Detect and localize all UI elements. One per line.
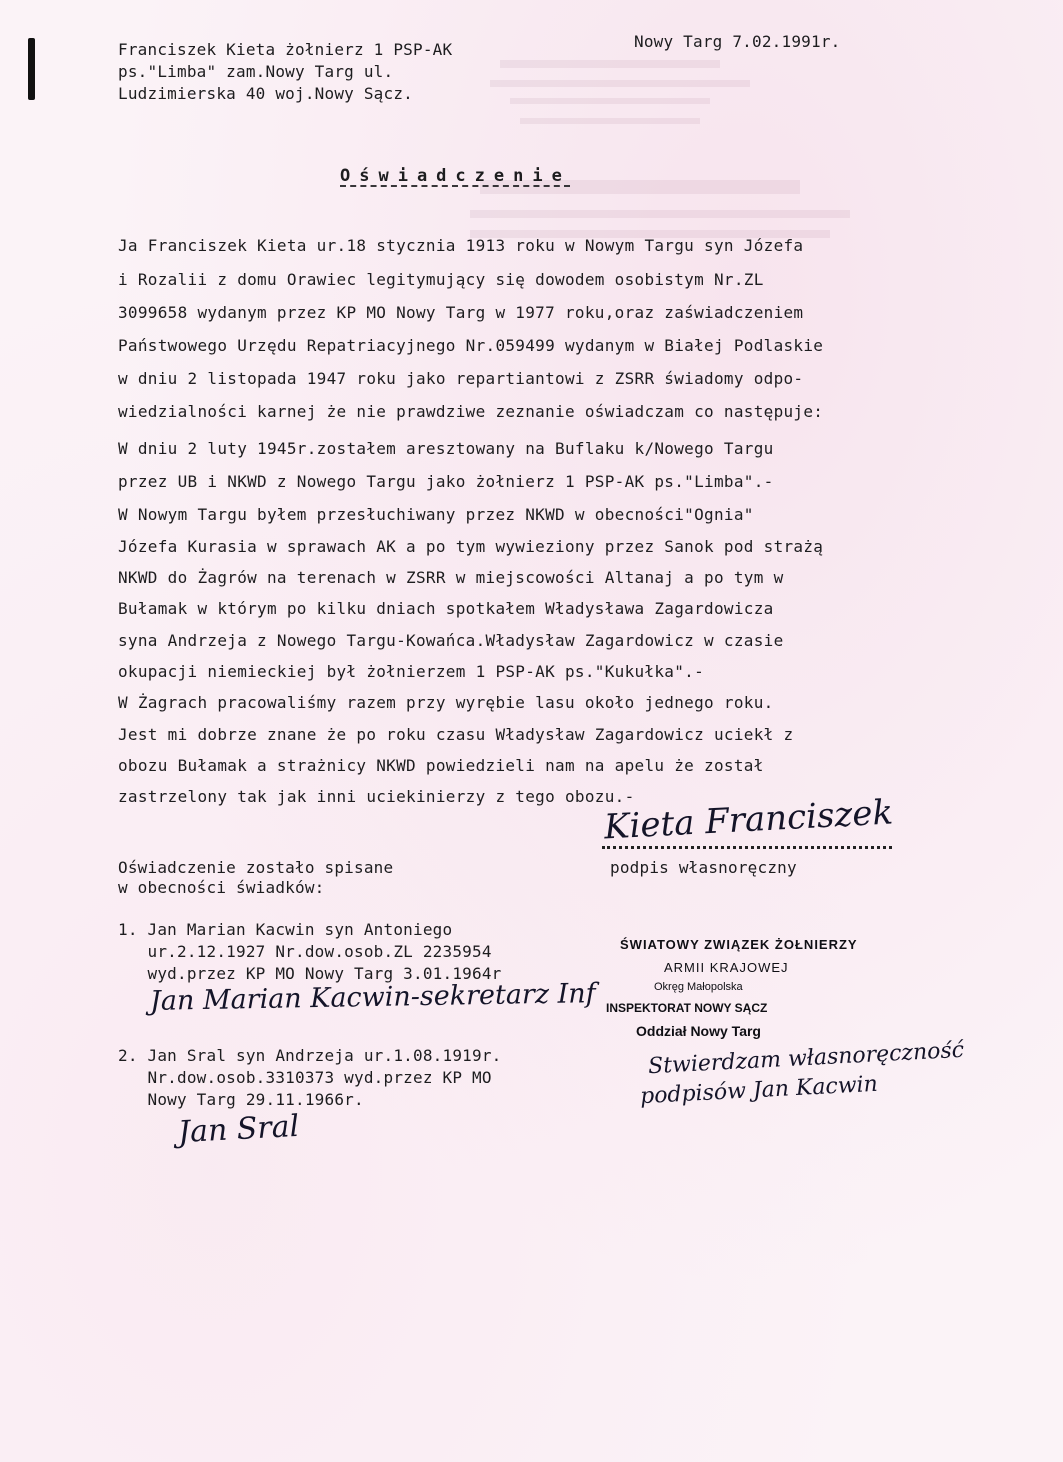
body-line: w dniu 2 listopada 1947 roku jako repartiantowi z ZSRR świadomy odpo- (118, 369, 804, 388)
witness-2-line-3: Nowy Targ 29.11.1966r. (118, 1090, 364, 1109)
body-line: Jest mi dobrze znane że po roku czasu Władysław Zagardowicz uciekł z (118, 725, 794, 744)
body-line: W Nowym Targu byłem przesłuchiwany przez NKWD w obecności"Ognia" (118, 505, 754, 524)
body-line: wiedzialności karnej że nie prawdziwe zeznanie oświadczam co następuje: (118, 402, 824, 421)
signature-caption: podpis własnoręczny (610, 858, 797, 877)
body-line: Państwowego Urzędu Repatriacyjnego Nr.059499 wydanym w Białej Podlaskie (118, 336, 824, 355)
body-line: 3099658 wydanym przez KP MO Nowy Targ w 1977 roku,oraz zaświadczeniem (118, 303, 804, 322)
signature-dotted-line (602, 846, 892, 849)
stamp-line-2: ARMII KRAJOWEJ (664, 960, 789, 975)
body-line: przez UB i NKWD z Nowego Targu jako żołnierz 1 PSP-AK ps."Limba".- (118, 472, 774, 491)
stamp-line-3: Okręg Małopolska (654, 981, 743, 993)
stamp-line-1: ŚWIATOWY ZWIĄZEK ŻOŁNIERZY (620, 937, 858, 952)
place-date: Nowy Targ 7.02.1991r. (634, 32, 841, 51)
body-line: Bułamak w którym po kilku dniach spotkałem Władysława Zagardowicza (118, 599, 774, 618)
witnesses-intro-line-2: w obecności świadków: (118, 878, 325, 897)
author-line-1: Franciszek Kieta żołnierz 1 PSP-AK (118, 40, 453, 59)
document-title: Oświadczenie (340, 166, 571, 186)
body-line: W dniu 2 luty 1945r.zostałem aresztowany na Buflaku k/Nowego Targu (118, 439, 774, 458)
author-line-3: Ludzimierska 40 woj.Nowy Sącz. (118, 84, 413, 103)
witness-1-line-3: wyd.przez KP MO Nowy Targ 3.01.1964r (118, 964, 502, 983)
body-line: okupacji niemieckiej był żołnierzem 1 PSP-AK ps."Kukułka".- (118, 662, 705, 681)
witness-1-line-2: ur.2.12.1927 Nr.dow.osob.ZL 2235954 (118, 942, 492, 961)
margin-mark (28, 38, 35, 100)
body-line: Józefa Kurasia w sprawach AK a po tym wywieziony przez Sanok pod strażą (118, 537, 824, 556)
witness-1-line-1: 1. Jan Marian Kacwin syn Antoniego (118, 920, 453, 939)
body-line: syna Andrzeja z Nowego Targu-Kowańca.Władysław Zagardowicz w czasie (118, 631, 784, 650)
witness-2-line-2: Nr.dow.osob.3310373 wyd.przez KP MO (118, 1068, 492, 1087)
author-line-2: ps."Limba" zam.Nowy Targ ul. (118, 62, 394, 81)
body-line: Ja Franciszek Kieta ur.18 stycznia 1913 roku w Nowym Targu syn Józefa (118, 236, 804, 255)
witness-1-signature: Jan Marian Kacwin-sekretarz Inf (149, 978, 596, 1017)
stamp-line-4: INSPEKTORAT NOWY SĄCZ (606, 1001, 768, 1015)
body-line: i Rozalii z domu Orawiec legitymujący się dowodem osobistym Nr.ZL (118, 270, 764, 289)
stamp-note-line-1: Stwierdzam własnoręczność (647, 1037, 965, 1080)
witness-2-line-1: 2. Jan Sral syn Andrzeja ur.1.08.1919r. (118, 1046, 502, 1065)
stamp-line-5: Oddział Nowy Targ (636, 1023, 761, 1039)
body-line: W Żagrach pracowaliśmy razem przy wyrębie lasu około jednego roku. (118, 693, 774, 712)
witnesses-intro-line-1: Oświadczenie zostało spisane (118, 858, 394, 877)
stamp-note-line-2: podpisów Jan Kacwin (639, 1071, 879, 1110)
author-signature: Kieta Franciszek (603, 792, 895, 848)
witness-2-signature: Jan Sral (177, 1108, 300, 1151)
body-line: NKWD do Żagrów na terenach w ZSRR w miejscowości Altanaj a po tym w (118, 568, 784, 587)
organisation-stamp (606, 935, 916, 1055)
body-line: obozu Bułamak a strażnicy NKWD powiedzieli nam na apelu że został (118, 756, 764, 775)
body-line: zastrzelony tak jak inni uciekinierzy z tego obozu.- (118, 787, 635, 806)
